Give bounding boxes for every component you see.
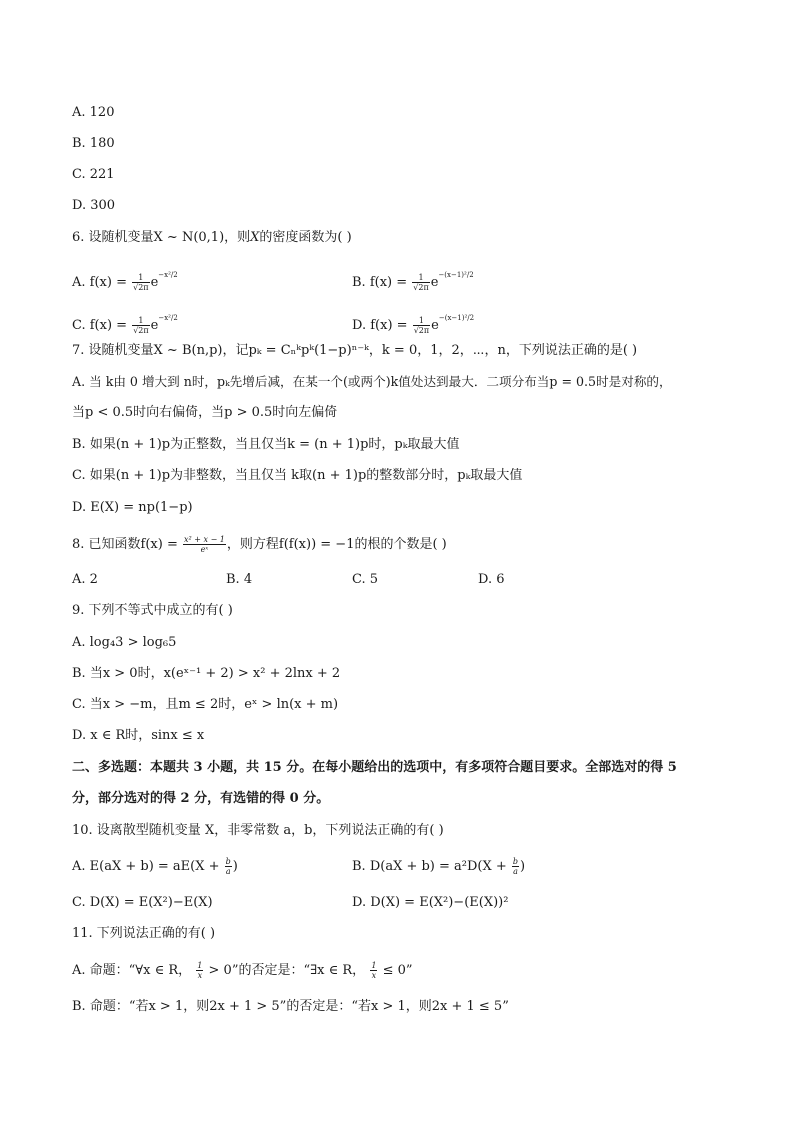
q11-option-a: A. 命题：“∀x ∈ R， $\frac{1}{x}$ > 0”的否定是：“∃x ∈ R， $\frac{1}{x}$ ≤ 0” <box>72 961 413 980</box>
q9-option-b: B. 当x > 0时，x(eˣ⁻¹ + 2) > x² + 2lnx + 2 <box>72 666 341 681</box>
fraction: $\frac{1}{x}$ <box>371 961 377 980</box>
q9-option-a: A. log₄3 > log₆5 <box>72 635 177 650</box>
q8-option-d: D. 6 <box>478 572 505 587</box>
fraction: $\frac{1}{x}$ <box>197 961 203 980</box>
q5-option-d: D. 300 <box>72 198 116 213</box>
q9-option-c: C. 当x > −m，且m ≤ 2时，eˣ > ln(x + m) <box>72 697 339 712</box>
q5-option-b: B. 180 <box>72 136 115 151</box>
fraction: $\frac{b}{a}$ <box>225 857 231 876</box>
q10-option-a: A. E(aX + b) = aE(X + $\frac{b}{a}$ ) <box>72 857 238 876</box>
q11-stem: 11. 下列说法正确的有( ) <box>72 926 216 941</box>
section-heading-multi-choice-line1: 二、多选题：本题共 3 小题，共 15 分。在每小题给出的选项中，有多项符合题目要求。全部选对的得 5 <box>72 760 677 775</box>
fraction: $\frac{b}{a}$ <box>512 857 519 876</box>
section-heading-multi-choice-line2: 分，部分选对的得 2 分，有选错的得 0 分。 <box>72 791 330 806</box>
fraction: $\frac{1}{√2\pi}$ <box>413 316 430 335</box>
fraction: $\frac{\text{x² + x − 1}}{\text{eˣ}}$ <box>184 535 225 554</box>
q10-option-c: C. D(X) = E(X²)−E(X) <box>72 895 213 910</box>
q7-option-b: B. 如果(n + 1)p为正整数，当且仅当k = (n + 1)p时，pₖ取最大值 <box>72 437 460 452</box>
fraction: $\frac{1}{√2\pi}$ <box>413 273 429 292</box>
q6-option-c: C. f(x) = $\frac{1}{√2\pi}$ $e^{-x^2/2}$ <box>72 314 178 335</box>
q7-option-d: D. E(X) = np(1−p) <box>72 500 193 515</box>
q8-stem: 8. 已知函数f(x) = $\frac{\text{x² + x − 1}}{\text{eˣ}}$ ，则方程f(f(x)) = −1的根的个数是( ) <box>72 535 447 554</box>
q7-option-c: C. 如果(n + 1)p为非整数，当且仅当 k取(n + 1)p的整数部分时，pₖ取最大值 <box>72 468 523 483</box>
q10-stem: 10. 设离散型随机变量 X，非零常数 a，b，下列说法正确的有( ) <box>72 823 444 838</box>
q9-stem: 9. 下列不等式中成立的有( ) <box>72 603 233 618</box>
q11-option-b: B. 命题：“若x > 1，则2x + 1 > 5”的否定是：“若x > 1，则2x + 1 ≤ 5” <box>72 999 509 1014</box>
fraction: $\frac{1}{√2\pi}$ <box>133 273 149 292</box>
q7-option-a-line1: A. 当 k由 0 增大到 n时，pₖ先增后减，在某一个(或两个)k值处达到最大．二项分布当p = 0.5时是对称的， <box>72 374 672 389</box>
q7-option-a-line2: 当p < 0.5时向右偏倚，当p > 0.5时向左偏倚 <box>72 405 338 420</box>
fraction: $\frac{1}{√2\pi}$ <box>133 316 149 335</box>
q9-option-d: D. x ∈ R时，sinx ≤ x <box>72 728 205 743</box>
q8-option-c: C. 5 <box>352 572 379 587</box>
q10-option-b: B. D(aX + b) = a²D(X + $\frac{b}{a}$ ) <box>352 857 526 876</box>
q6-option-b: B. f(x) = $\frac{1}{√2\pi}$ $e^{-(x-1)^2/2}$ <box>352 271 474 292</box>
q6-option-d: D. f(x) = $\frac{1}{√2\pi}$ $e^{-(x-1)^2/2}$ <box>352 314 475 335</box>
q7-stem: 7. 设随机变量X ~ B(n,p)，记pₖ = Cₙᵏpᵏ(1−p)ⁿ⁻ᵏ，k = 0，1，2，⋯，n，下列说法正确的是( ) <box>72 343 638 358</box>
q8-option-a: A. 2 <box>72 572 98 587</box>
q5-option-c: C. 221 <box>72 167 115 182</box>
q6-stem: 6. 设随机变量X ~ N(0,1)，则X的密度函数为( ) <box>72 230 352 245</box>
q10-option-d: D. D(X) = E(X²)−(E(X))² <box>352 895 509 910</box>
q6-option-a: A. f(x) = $\frac{1}{√2\pi}$ $e^{-x^2/2}$ <box>72 271 178 292</box>
q8-option-b: B. 4 <box>226 572 253 587</box>
q5-option-a: A. 120 <box>72 105 115 120</box>
